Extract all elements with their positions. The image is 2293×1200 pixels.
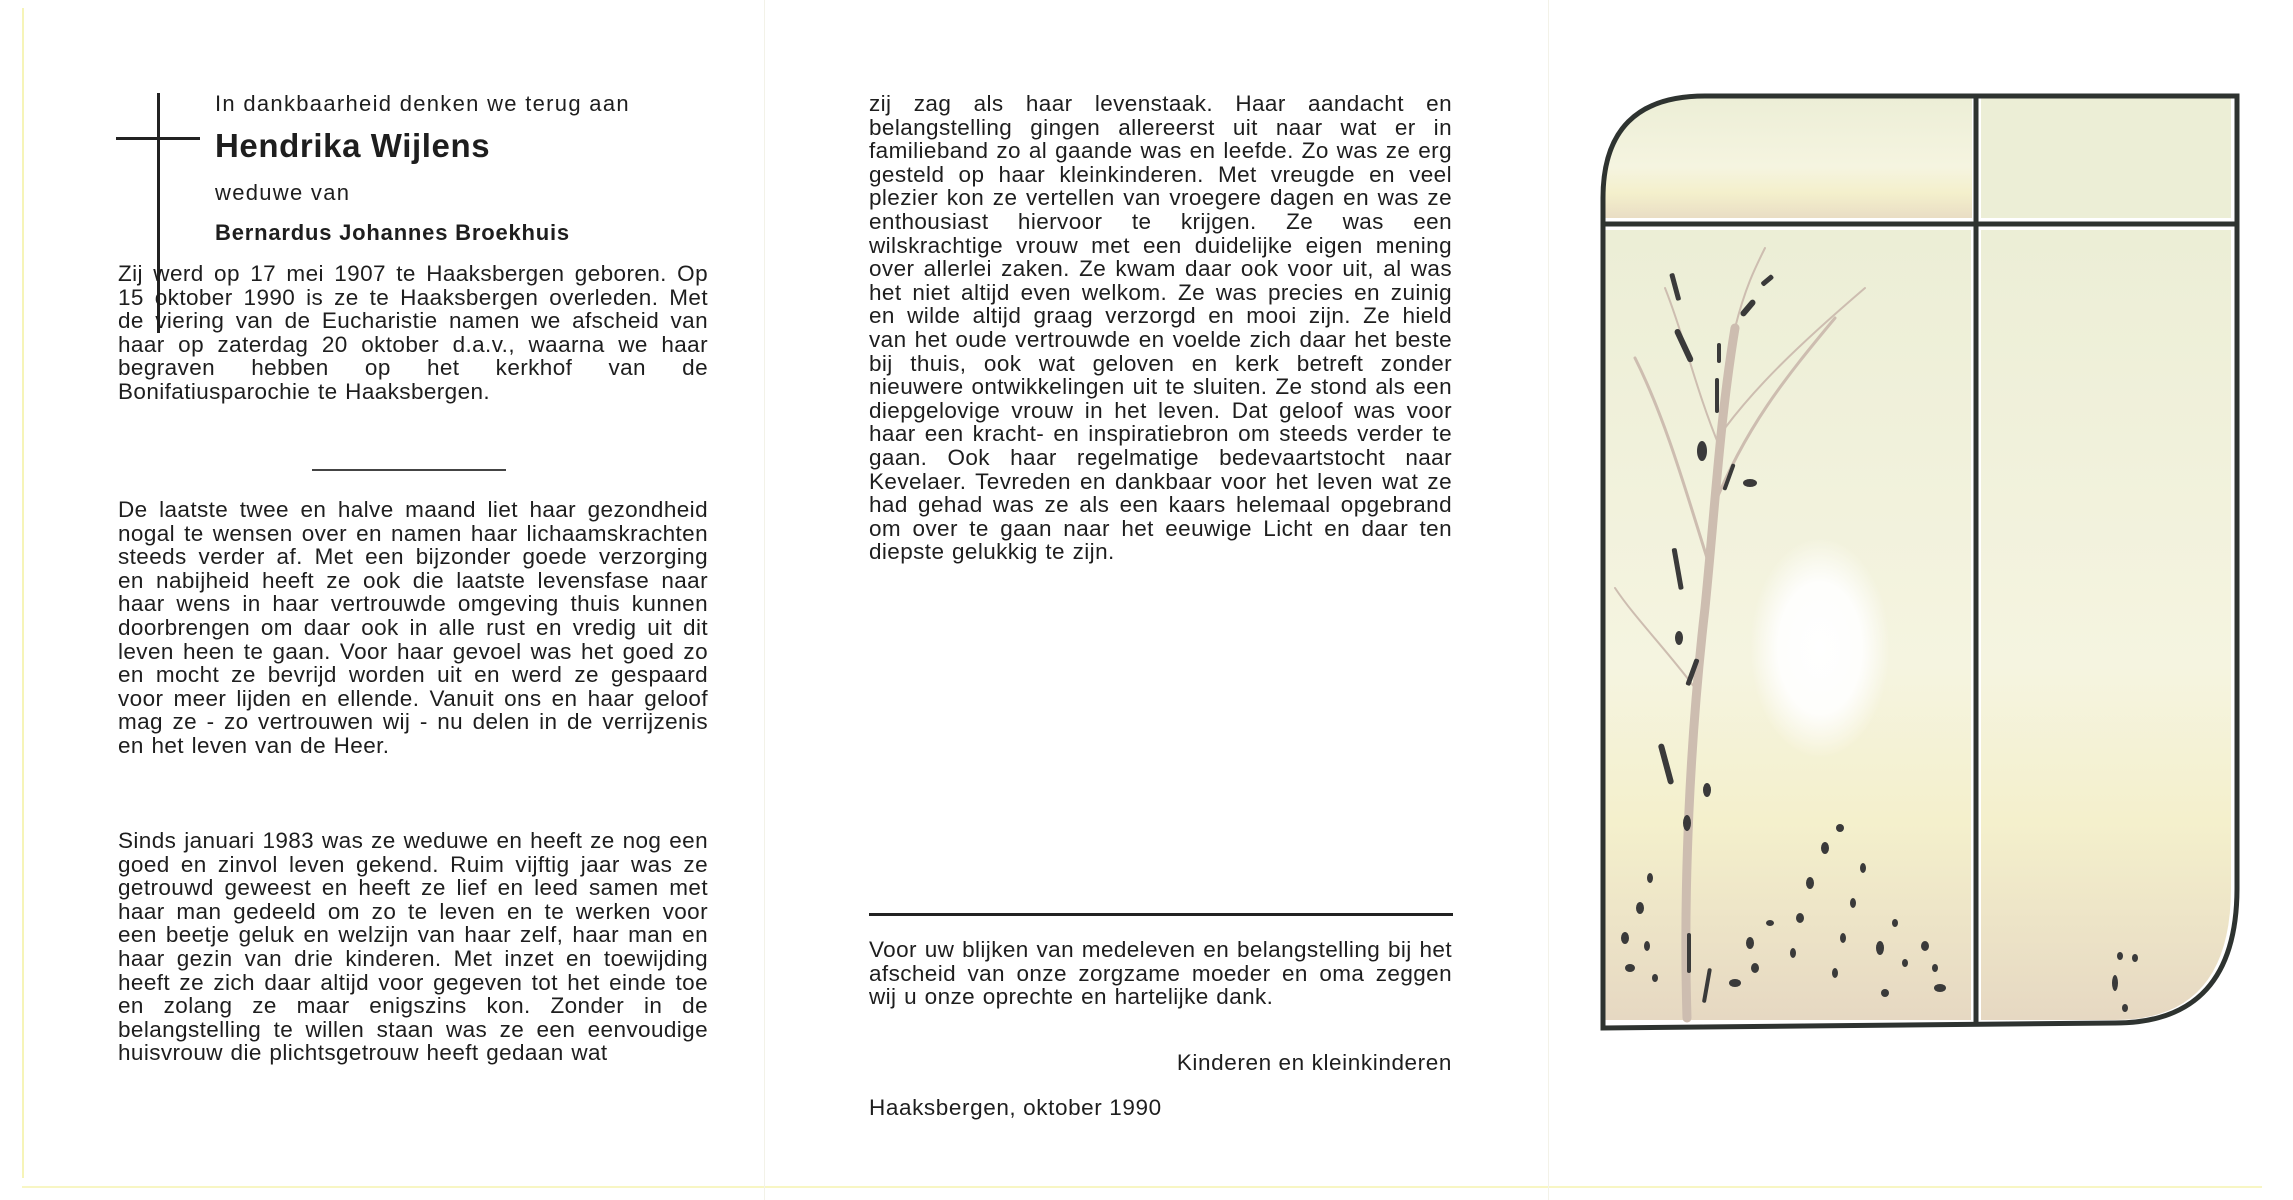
- intro-line: In dankbaarheid denken we terug aan: [215, 91, 630, 116]
- widow-of-label: weduwe van: [215, 180, 351, 205]
- fold-line: [764, 0, 765, 1200]
- long-divider: [869, 913, 1453, 916]
- pane-top-left: [1603, 96, 1972, 225]
- cross-horizontal-bar: [116, 137, 200, 140]
- pane-bottom-right: [1981, 230, 2231, 1020]
- character-paragraph: zij zag als haar levenstaak. Haar aandacht en belangstelling gingen allereerst uit naar wat er in familieband zo al gaande was en leefde. Zo was ze erg gesteld op haar kleinkinderen. Met vreugde en veel plezier kon ze vertellen van vroegere dagen en was ze enthousiast hiervoor te krijgen. Ze was een wilskrachtige vrouw met een duidelijke eigen mening over allerlei zaken. Ze kwam daar ook voor uit, al was het niet altijd even welkom. Ze was precies en zuinig en wilde altijd graag verzorgd en mooi zijn. Ze hield van het oude vertrouwde en voelde zich daar het beste bij thuis, ook wat geloven en kerk betreft zonder nieuwere ontwikkelingen uit te sluiten. Ze stond als een diepgelovige vrouw in het leven. Dat geloof was voor haar een kracht- en inspiratiebron om steeds verder te gaan. Ook haar regelmatige bedevaartstocht naar Kevelaer. Tevreden en dankbaar voor het leven wat ze had gehad was ze als een kaars helemaal opgebrand om over te gaan naar het eeuwige Licht en daar ten diepste gelukkig te zijn.: [869, 91, 1452, 565]
- sun-glow: [1750, 538, 1890, 758]
- card-header: [215, 90, 715, 246]
- column-1-paragraph-3: [118, 829, 708, 1065]
- short-divider: [312, 469, 506, 471]
- signature: Kinderen en kleinkinderen: [1176, 1050, 1452, 1075]
- life-paragraph: Sinds januari 1983 was ze weduwe en heeft ze nog een goed en zinvol leven gekend. Ruim vijftig jaar was ze getrouwd geweest en heeft ze lief en leed samen met haar man gedeeld om zo te leven en te werken voor een beetje geluk en welzijn van haar zelf, haar man en haar gezin van drie kinderen. Met inzet en toewijding heeft ze zich daar altijd voor gegeven tot het einde toe en zolang ze maar enigszins kon. Zonder in de belangstelling te willen staan was ze een eenvoudige huisvrouw die plichtsgetrouw heeft gedaan wat: [118, 828, 708, 1066]
- card-edge-bottom: [22, 1186, 2262, 1188]
- last-months-paragraph: De laatste twee en halve maand liet haar gezondheid nogal te wensen over en namen haar lichaamskrachten steeds verder af. Met een bijzonder goede verzorging en nabijheid heeft ze ook die laatste levensfase naar haar wens in haar vertrouwde omgeving thuis kunnen doorbrengen om daar ook in alle rust en vredig uit dit leven heen te gaan. Voor haar gevoel was het goed zo en mocht ze bevrijd worden uit en werd ze gespaard voor meer lijden en ellende. Vanuit ons en haar geloof mag ze - zo vertrouwen wij - nu delen in de verrijzenis en het leven van de Heer.: [118, 497, 708, 758]
- pane-top-right: [1981, 98, 2231, 218]
- fold-line: [1548, 0, 1549, 1200]
- column-1-paragraph-1: [118, 262, 708, 404]
- place-date: Haaksbergen, oktober 1990: [869, 1095, 1162, 1120]
- window-artwork: [1595, 88, 2245, 1033]
- card-edge-left: [22, 8, 24, 1178]
- husband-name: Bernardus Johannes Broekhuis: [215, 220, 570, 245]
- birth-death-paragraph: Zij werd op 17 mei 1907 te Haaksbergen geboren. Op 15 oktober 1990 is ze te Haaksbergen overleden. Met de viering van de Eucharistie namen we afscheid van haar op zaterdag 20 oktober d.a.v., waarna we haar begraven hebben op het kerkhof van de Bonifatiusparochie te Haaksbergen.: [118, 261, 708, 404]
- column-2-paragraph: [869, 92, 1452, 564]
- deceased-name: Hendrika Wijlens: [215, 127, 491, 164]
- thanks-block: [869, 938, 1452, 1009]
- thanks-paragraph: Voor uw blijken van medeleven en belangstelling bij het afscheid van onze zorgzame moeder en oma zeggen wij u onze oprechte en hartelijke dank.: [869, 937, 1452, 1010]
- column-1-paragraph-2: [118, 498, 708, 758]
